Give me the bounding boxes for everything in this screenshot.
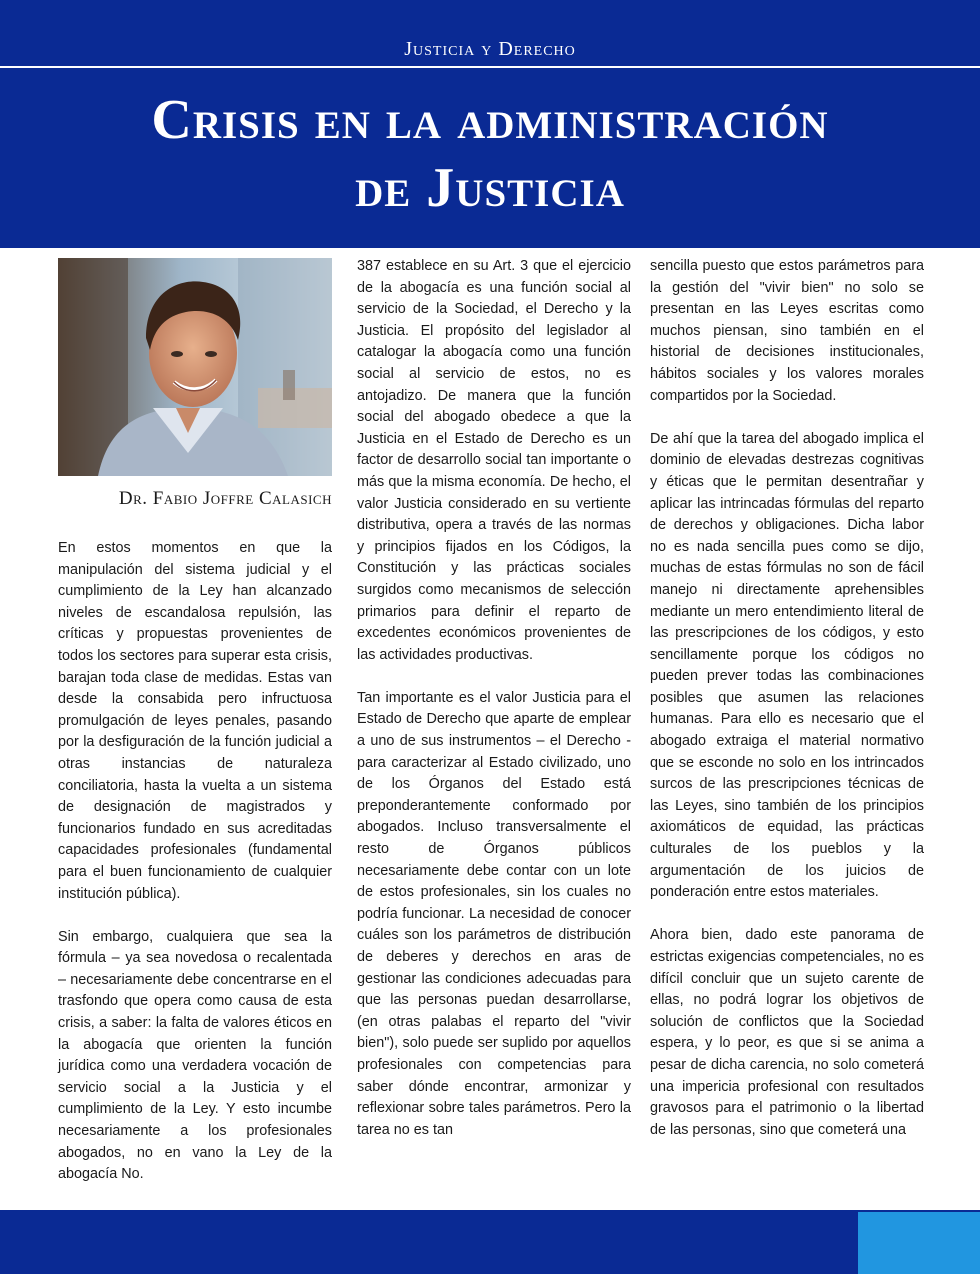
column-1-paragraph-1: En estos momentos en que la manipulación del sistema judicial y el cumplimiento de la Ley han alcanzado niveles de escandalosa repulsión, las críticas y propuestas provenientes de todos los sectores para superar esta crisis, barajan toda clase de medidas. Estas van desde la consabida pero infructuosa promulgación de leyes penales, pasando por la desfiguración de la función judicial a otras instancias de naturaleza conciliatoria, hasta la vuelta a un sistema de designación de magistrados y funcionarios fundado en sus acreditadas capacidades profesionales (fundamental para el buen funcionamiento de cualquier institución pública). xyxy=(58,540,332,902)
footer-accent xyxy=(858,1212,980,1274)
header-divider xyxy=(0,66,980,68)
column-3-paragraph-1: sencilla puesto que estos parámetros para la gestión del "vivir bien" no solo se presentan en las Leyes escritas como muchos piensan, sino también en el historial de decisiones institucionales, hábitos sociales y los valores morales compartidos por la Sociedad. xyxy=(650,258,924,404)
footer-band xyxy=(0,1210,980,1274)
column-2-paragraph-1: 387 establece en su Art. 3 que el ejercicio de la abogacía es una función social al servicio de la Sociedad, el Derecho y la Justicia. El propósito del legislador al catalogar la abogacía como una función social al servicio de estos, no es antojadizo. De manera que la función social del abogado obedece a que la Justicia en el Estado de Derecho es un factor de desarrollo social tan importante o más que la misma economía. De hecho, el valor Justicia considerado en su vertiente distributiva, opera a través de las normas y principios fijados en los Códigos, la Constitución y las prácticas sociales surgidos como mecanismos de selección primarios para definir el reparto de excedentes económicos provenientes de las actividades productivas. xyxy=(357,258,631,663)
article-title xyxy=(0,86,980,222)
author-photo xyxy=(58,258,332,476)
column-3-paragraph-2: De ahí que la tarea del abogado implica el dominio de elevadas destrezas cognitivas y éticas que le permitan desentrañar y aplicar las intrincadas fórmulas del reparto de derechos y obligaciones. Dicha labor no es nada sencilla pues como se dijo, muchas de estas fórmulas no son de fácil manejo ni directamente aprehensibles mediante un mero entendimiento literal de las prescripciones de los códigos, y esto sencillamente porque los códigos no pueden prever todas las combinaciones posibles que asumen las relaciones humanas. Para ello es necesario que el abogado extraiga el material normativo que se esconde no solo en los intrincados surcos de las prescripciones técnicas de las Leyes, sino también de los principios axiomáticos de equidad, las prácticas culturales de los pueblos y la argumentación de los juicios de ponderación entre estos materiales. xyxy=(650,430,924,901)
section-label: Justicia y Derecho xyxy=(404,38,576,60)
column-1 xyxy=(58,538,332,1207)
author-name: Dr. Fabio Joffre Calasich xyxy=(118,488,332,509)
column-3 xyxy=(650,256,924,1163)
column-3-paragraph-3: Ahora bien, dado este panorama de estrictas exigencias competenciales, no es difícil concluir que un sujeto carente de ellas, no podrá lograr los objetivos de solución de conflictos que la Sociedad espera, y lo peor, es que si se anima a pesar de dicha carencia, no solo cometerá una impericia profesional con resultados gravosos para el patrimonio o la libertad de las personas, sino que cometerá una xyxy=(650,927,924,1138)
column-2 xyxy=(357,256,631,1163)
article-title-line-2: de Justicia xyxy=(355,157,625,219)
author-portrait-photo xyxy=(58,258,332,476)
column-1-paragraph-2: Sin embargo, cualquiera que sea la fórmula – ya sea novedosa o recalentada – necesariamente debe concentrarse en el trasfondo que opera como causa de esta crisis, a saber: la falta de valores éticos en la abogacía que orienten la función jurídica como una verdadera vocación de servicio social a la Justicia y el cumplimiento de la Ley. Y esto incumbe necesariamente a los profesionales abogados, no en vano la Ley de la abogacía No. xyxy=(58,928,332,1183)
column-2-paragraph-2: Tan importante es el valor Justicia para el Estado de Derecho que aparte de emplear a uno de sus instrumentos – el Derecho - para caracterizar al Estado civilizado, uno de los Órganos del Estado está preponderantemente conformado por abogados. Incluso transversalmente el resto de Órganos públicos necesariamente debe contar con un lote de estos profesionales, sin los cuales no podría funcionar. La necesidad de conocer cuáles son los parámetros de distribución de deberes y derechos en aras de gestionar las condiciones adecuadas para que las personas puedan desarrollarse, (en otras palabas el reparto del "vivir bien"), solo puede ser suplido por aquellos profesionales con competencias para saber dónde encontrar, armonizar y reflexionar sobre tales parámetros. Pero la tarea no es tan xyxy=(357,689,631,1138)
article-title-line-1: Crisis en la administración xyxy=(151,89,829,151)
